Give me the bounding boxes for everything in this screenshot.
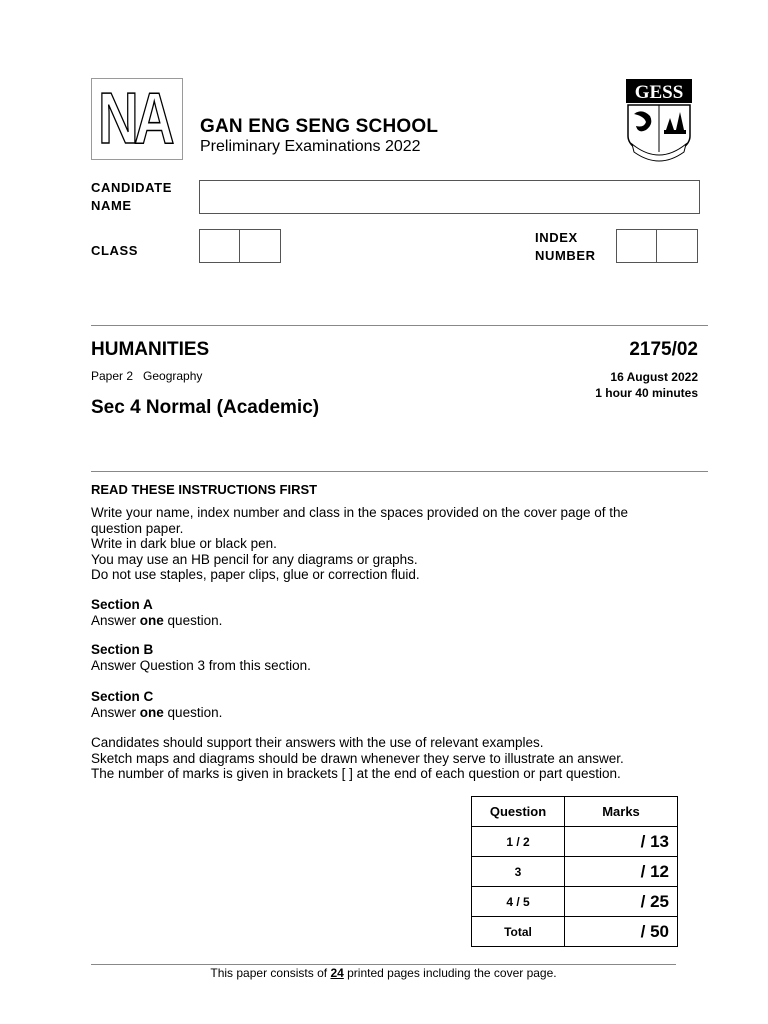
stream-logo-box: [91, 78, 183, 160]
table-row: [472, 857, 678, 887]
level-title: Sec 4 Normal (Academic): [91, 397, 320, 418]
subject-title: HUMANITIES: [91, 339, 210, 360]
divider: [91, 471, 708, 472]
general-instructions: [91, 505, 681, 583]
instruction-line: Do not use staples, paper clips, glue or correction fluid.: [91, 567, 420, 583]
stream-logo: NA: [98, 79, 170, 159]
paper-number: Paper 2: [91, 369, 134, 383]
exam-duration: 1 hour 40 minutes: [595, 386, 698, 400]
class-cell-1[interactable]: [199, 229, 240, 263]
candidate-name-field[interactable]: [199, 180, 700, 214]
table-row: [472, 917, 678, 947]
section-a-text: Answer one question.: [91, 612, 223, 628]
paper-subject: Geography: [143, 369, 203, 383]
section-b-text: Answer Question 3 from this section.: [91, 657, 311, 673]
marks-cell: / 13: [565, 827, 678, 857]
index-number-label: INDEX NUMBER: [535, 230, 596, 263]
divider: [91, 325, 708, 326]
section-c-title: Section C: [91, 689, 154, 704]
question-cell: Total: [472, 917, 565, 947]
footer-divider: [91, 964, 676, 965]
paper-code: 2175/02: [629, 339, 698, 360]
marks-table: [471, 796, 678, 947]
instruction-line: Candidates should support their answers with the use of relevant examples.: [91, 735, 544, 750]
school-name: GAN ENG SENG SCHOOL: [200, 116, 439, 137]
section-a-title: Section A: [91, 597, 153, 612]
table-row: [472, 827, 678, 857]
exam-name: Preliminary Examinations 2022: [200, 138, 421, 155]
section-b-title: Section B: [91, 642, 154, 657]
question-header: Question: [472, 797, 565, 827]
exam-date: 16 August 2022: [610, 370, 698, 384]
class-label: CLASS: [91, 243, 139, 258]
section-a-instructions: [91, 597, 681, 628]
section-b-instructions: [91, 642, 681, 673]
index-cell-1[interactable]: [616, 229, 657, 263]
class-field[interactable]: [199, 229, 281, 263]
exam-date-duration: [595, 369, 698, 401]
marks-header: Marks: [565, 797, 678, 827]
section-c-text: Answer one question.: [91, 704, 223, 720]
candidate-name-label: CANDIDATE NAME: [91, 180, 172, 213]
marks-cell: / 25: [565, 887, 678, 917]
instruction-line: The number of marks is given in brackets [ ] at the end of each question or part question.: [91, 766, 621, 782]
instruction-line: Write in dark blue or black pen.: [91, 536, 277, 552]
index-cell-2[interactable]: [657, 229, 698, 263]
instruction-line: Write your name, index number and class in the spaces provided on the cover page of the question paper.: [91, 505, 629, 536]
instruction-line: You may use an HB pencil for any diagrams or graphs.: [91, 551, 418, 567]
question-cell: 1 / 2: [472, 827, 565, 857]
index-number-field[interactable]: [616, 229, 698, 263]
crest-text: GESS: [634, 82, 684, 103]
page-count: 24: [330, 966, 344, 980]
question-cell: 3: [472, 857, 565, 887]
page-count-note: This paper consists of 24 printed pages including the cover page.: [210, 966, 557, 980]
marks-cell: / 50: [565, 917, 678, 947]
section-c-instructions: [91, 689, 681, 720]
school-crest-icon: [622, 78, 696, 164]
table-header-row: [472, 797, 678, 827]
marks-cell: / 12: [565, 857, 678, 887]
question-cell: 4 / 5: [472, 887, 565, 917]
table-row: [472, 887, 678, 917]
paper-line: [91, 369, 202, 383]
instructions-heading: READ THESE INSTRUCTIONS FIRST: [91, 482, 318, 497]
closing-instructions: [91, 735, 681, 782]
class-cell-2[interactable]: [240, 229, 281, 263]
instruction-line: Sketch maps and diagrams should be drawn whenever they serve to illustrate an answer.: [91, 750, 624, 766]
